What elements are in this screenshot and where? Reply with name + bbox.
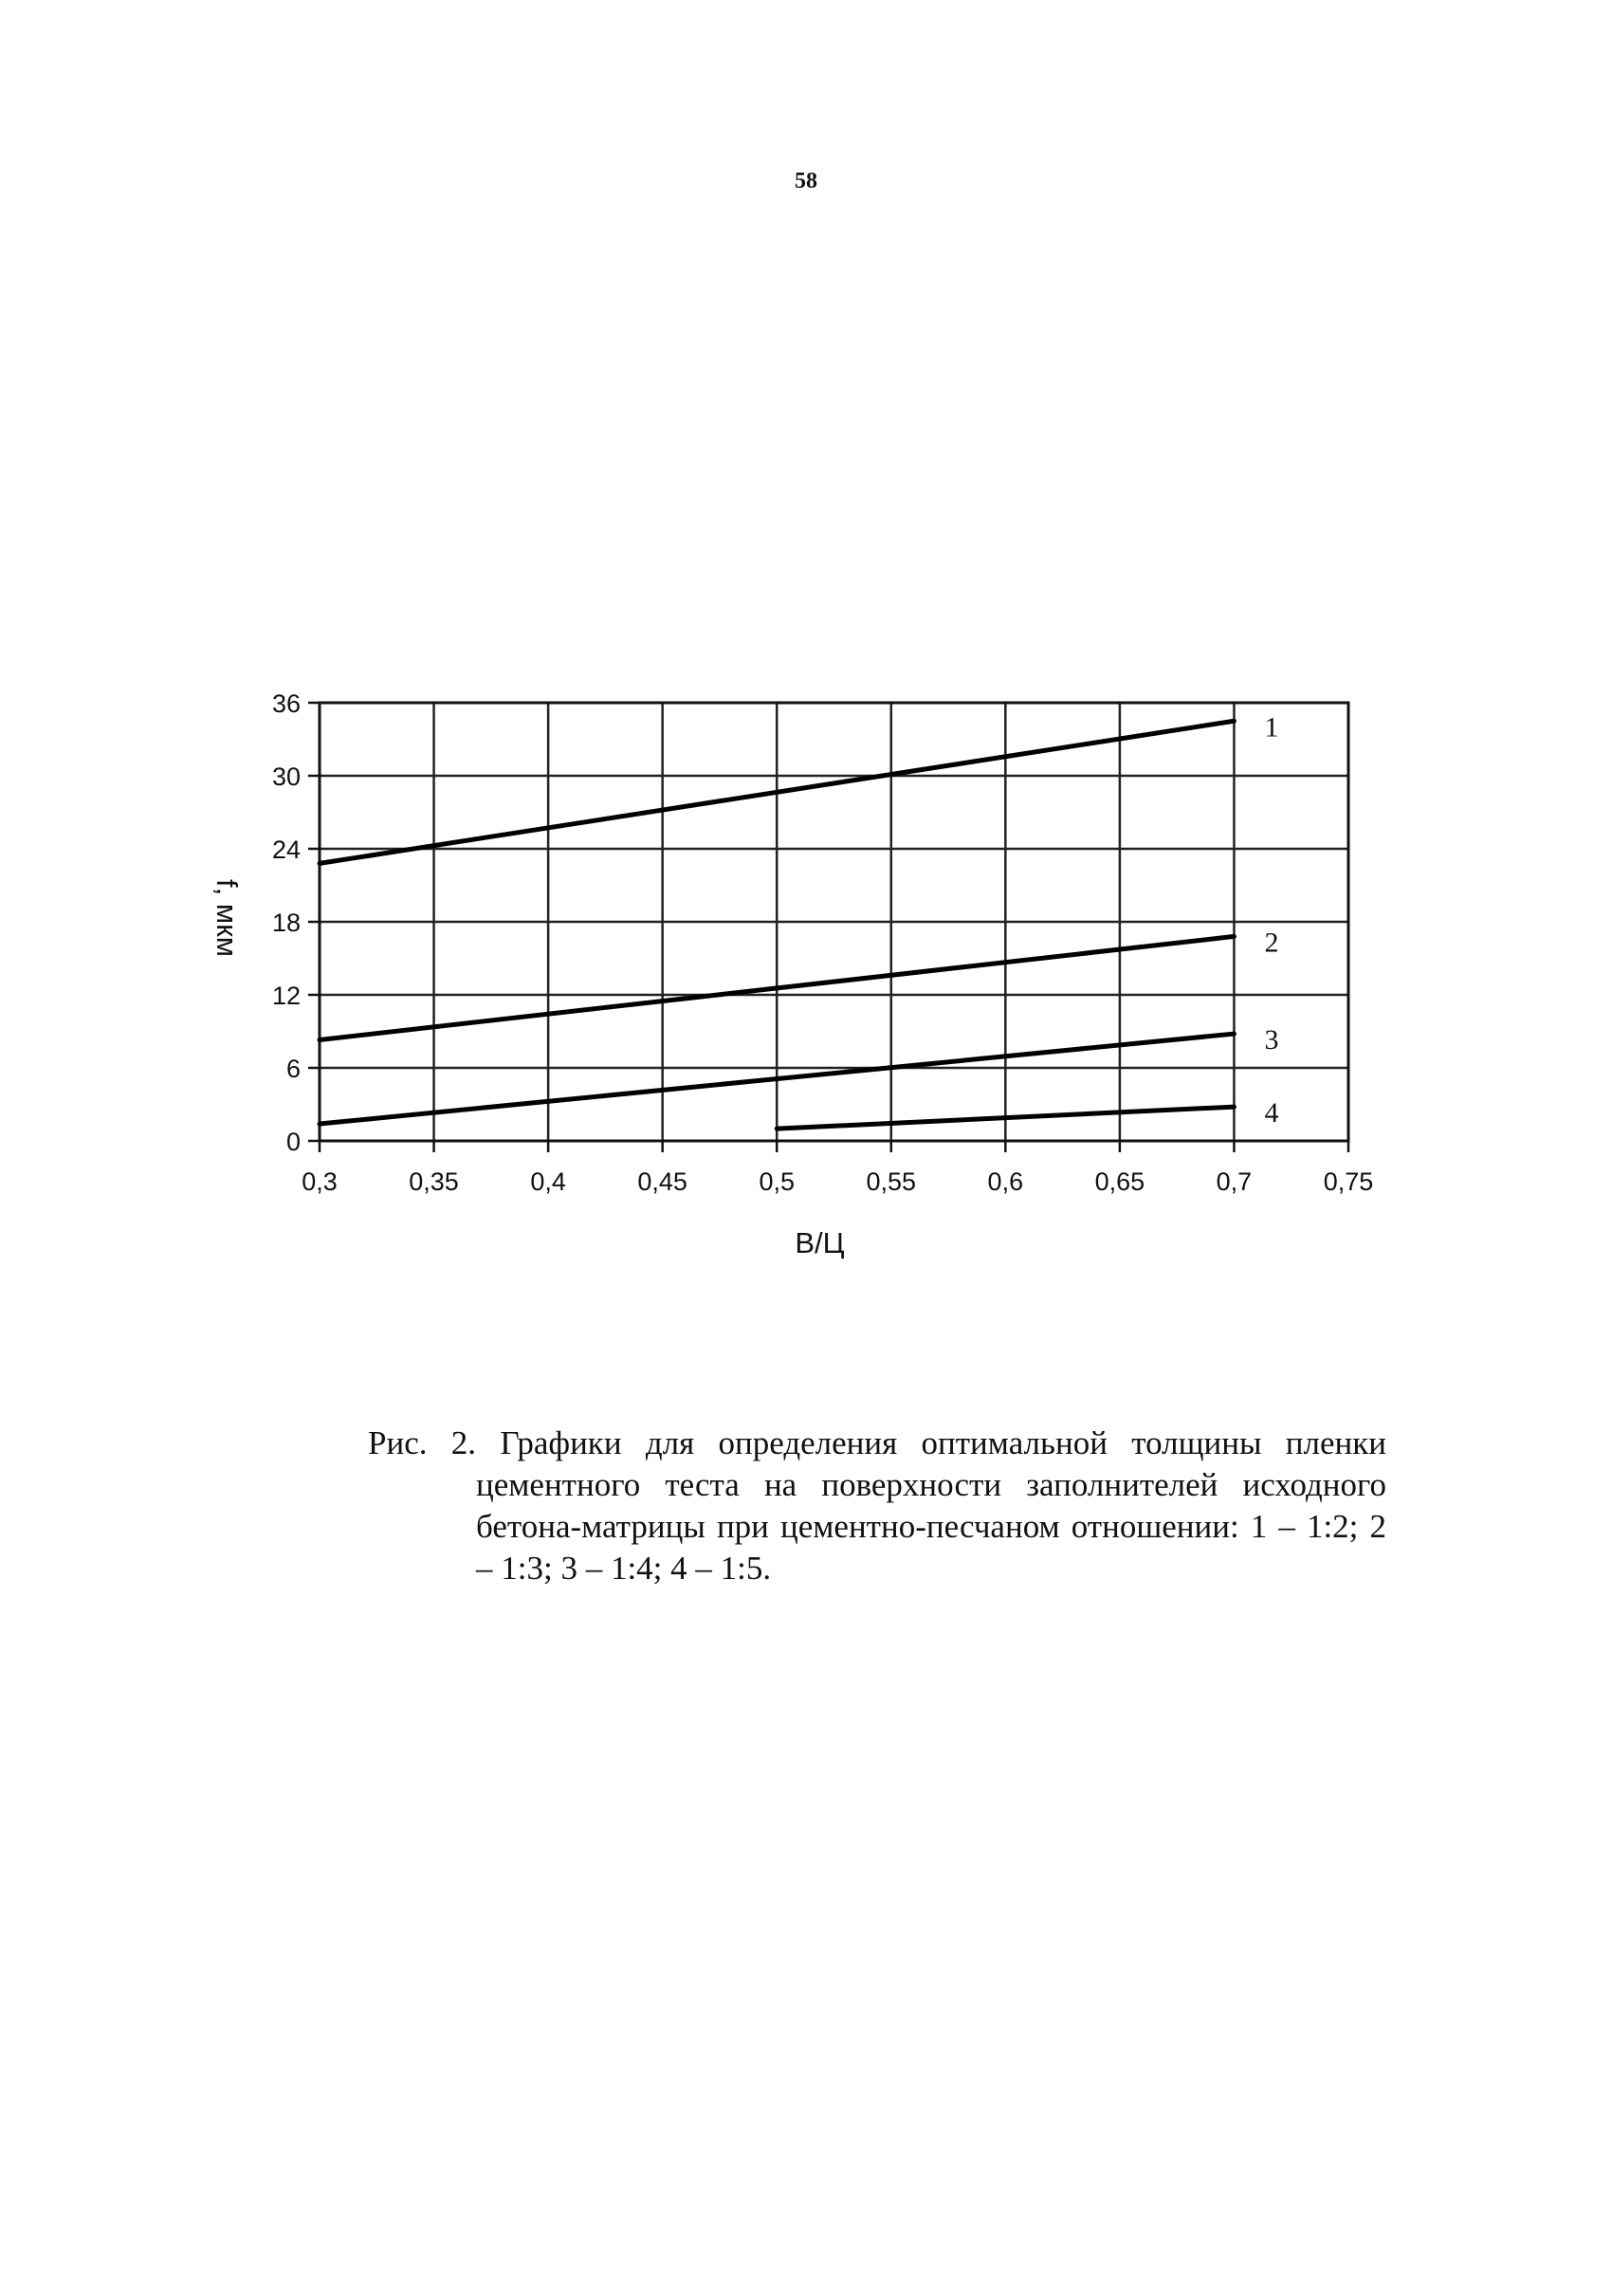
tick-labels bbox=[272, 689, 1373, 1196]
page-number: 58 bbox=[795, 169, 817, 193]
series-label-3: 3 bbox=[1264, 1024, 1279, 1056]
y-tick-label: 12 bbox=[271, 982, 301, 1010]
x-tick-label: 0,5 bbox=[759, 1167, 795, 1196]
y-tick-label: 0 bbox=[285, 1128, 301, 1156]
y-tick-label: 30 bbox=[271, 762, 301, 791]
y-tick-label: 36 bbox=[271, 689, 301, 718]
y-tick-label: 18 bbox=[271, 909, 301, 937]
series-lines bbox=[320, 711, 1278, 1129]
x-tick-label: 0,45 bbox=[637, 1167, 687, 1196]
y-tick-label: 24 bbox=[271, 836, 301, 864]
series-label-1: 1 bbox=[1264, 711, 1279, 744]
series-label-4: 4 bbox=[1264, 1097, 1279, 1130]
figure-caption: Рис. 2. Графики для определения оптимальной толщины пленки цементного теста на поверхности заполнителей исходного бетона-матрицы при цементно-песчаном отношении: 1 – 1:2; 2 – 1:3; 3 – 1:4; 4 – 1:5. bbox=[368, 1424, 1386, 1587]
x-tick-label: 0,7 bbox=[1216, 1167, 1253, 1196]
y-axis-title: f, мкм bbox=[211, 878, 244, 958]
x-tick-label: 0,75 bbox=[1323, 1167, 1374, 1196]
x-tick-label: 0,4 bbox=[530, 1167, 566, 1196]
series-label-2: 2 bbox=[1264, 927, 1279, 959]
y-tick-label: 6 bbox=[285, 1055, 301, 1083]
axes bbox=[308, 703, 1348, 1152]
x-tick-label: 0,3 bbox=[302, 1167, 338, 1196]
x-axis-title: В/Ц bbox=[795, 1226, 845, 1259]
x-tick-label: 0,35 bbox=[409, 1167, 459, 1196]
x-tick-label: 0,65 bbox=[1094, 1167, 1145, 1196]
x-tick-label: 0,55 bbox=[866, 1167, 917, 1196]
x-tick-label: 0,6 bbox=[987, 1167, 1024, 1196]
